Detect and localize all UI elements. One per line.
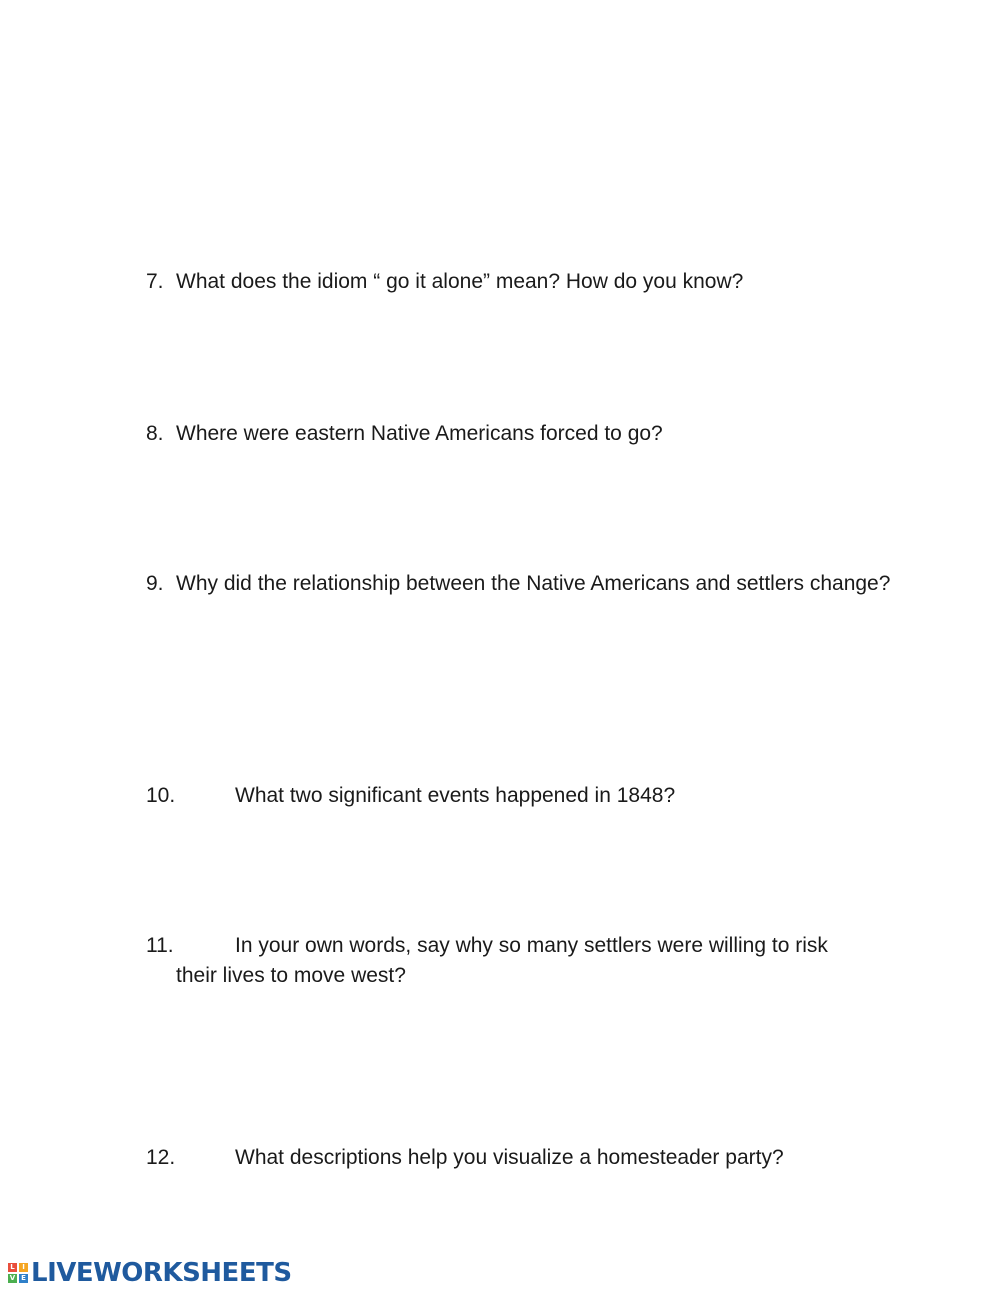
question-number: 8. (146, 422, 164, 445)
question-text: Where were eastern Native Americans forced to go? (176, 422, 663, 445)
question-number: 7. (146, 270, 164, 293)
question-9 (146, 569, 906, 599)
question-11 (146, 931, 906, 991)
question-number: 12. (146, 1146, 176, 1169)
question-number: 10. (146, 784, 176, 807)
question-7 (146, 267, 906, 297)
logo-block-i: I (19, 1263, 28, 1272)
question-10 (146, 781, 906, 811)
question-8 (146, 419, 906, 449)
liveworksheets-logo[interactable] (8, 1259, 292, 1287)
question-text: What does the idiom “ go it alone” mean? How do you know? (176, 270, 744, 293)
question-number: 11. (146, 934, 174, 957)
question-text: Why did the relationship between the Native Americans and settlers change? (176, 572, 891, 595)
logo-wordmark: LIVEWORKSHEETS (31, 1258, 292, 1288)
question-text: What two significant events happened in 1848? (235, 784, 676, 807)
logo-block-l: L (8, 1263, 17, 1272)
question-text: What descriptions help you visualize a homesteader party? (235, 1146, 784, 1169)
logo-block-e: E (19, 1274, 28, 1283)
logo-blocks-icon (8, 1263, 28, 1283)
question-text-line-1: In your own words, say why so many settlers were willing to risk (235, 934, 828, 957)
logo-block-v: V (9, 1274, 16, 1282)
question-text-line-2: their lives to move west? (176, 964, 406, 987)
question-number: 9. (146, 572, 164, 595)
question-12 (146, 1143, 906, 1173)
